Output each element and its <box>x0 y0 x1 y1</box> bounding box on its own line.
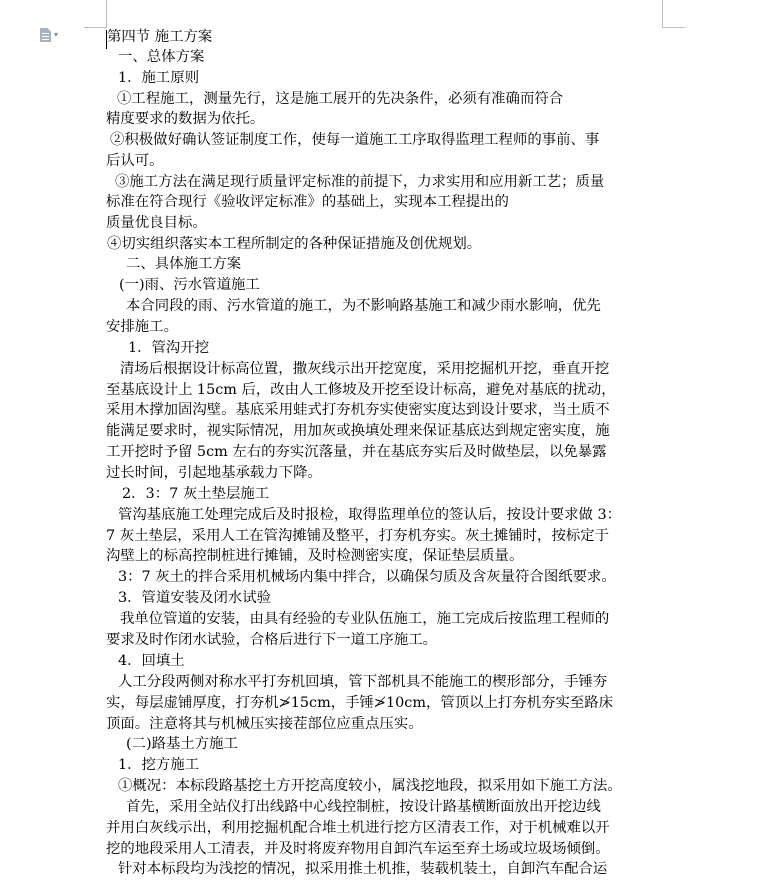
paragraph-line: 我单位管道的安装，由具有经验的专业队伍施工，施工完成后按监理工程师的 <box>120 611 610 627</box>
paragraph-line: 针对本标段均为浅挖的情况，拟采用推土机推，装载机装土，自卸汽车配合运 <box>118 861 608 877</box>
paragraph-line: ①工程施工，测量先行，这是施工展开的先决条件，必须有准确而符合 <box>117 91 564 107</box>
paragraph-line: 要求及时作闭水试验，合格后进行下一道工序施工。 <box>106 632 437 648</box>
subheading: 1．挖方施工 <box>118 757 200 773</box>
paragraph-line: ②积极做好确认签证制度工作，使每一道施工工序取得监理工程师的事前、事 <box>110 132 600 148</box>
paragraph-line: 工开挖时予留 5cm 左右的夯实沉落量，并在基底夯实后及时做垫层，以免暴露 <box>106 444 607 460</box>
subheading: 1．管沟开挖 <box>128 340 210 356</box>
heading-2: 二、具体施工方案 <box>126 256 242 272</box>
chevron-down-icon: ▾ <box>54 30 59 39</box>
paragraph-line: 本合同段的雨、污水管道的施工，为不影响路基施工和减少雨水影响，优先 <box>126 298 601 314</box>
paragraph-line: 能满足要求时，视实际情况，用加灰或换填处理来保证基底达到规定密实度，施 <box>106 423 610 439</box>
document-icon <box>40 28 51 42</box>
paragraph-line: 安排施工。 <box>106 319 178 335</box>
paragraph-line: ①概况：本标段路基挖土方开挖高度较小，属浅挖地段，拟采用如下施工方法。 <box>118 778 622 794</box>
paragraph-line: 顶面。注意将其与机械压实接茬部位应重点压实。 <box>106 716 423 732</box>
paragraph-line: 标准在符合现行《验收评定标准》的基础上，实现本工程提出的 <box>106 194 509 210</box>
paragraph-line: 清场后根据设计标高位置，撒灰线示出开挖宽度，采用挖掘机开挖，垂直开挖 <box>120 361 610 377</box>
margin-corner-top-right <box>662 0 685 28</box>
document-menu-button[interactable] <box>40 27 64 43</box>
paragraph-line: 精度要求的数据为依托。 <box>106 111 265 127</box>
heading-1: 一、总体方案 <box>118 49 205 65</box>
paragraph-line: 3：7 灰土的拌合采用机械场内集中拌合，以确保匀质及含灰量符合图纸要求。 <box>118 569 616 585</box>
paragraph-line: 采用木撑加固沟壁。基底采用蛙式打夯机夯实使密实度达到设计要求，当土质不 <box>106 402 610 418</box>
paragraph-line: 实，每层虚铺厚度，打夯机≯15cm，手锤≯10cm，管顶以上打夯机夯实至路床 <box>106 695 614 711</box>
subheading: (二)路基土方施工 <box>126 736 238 752</box>
paragraph-line: 挖的地段采用人工清表，并及时将废弃物用自卸汽车运至弃土场或垃圾场倾倒。 <box>106 841 610 857</box>
paragraph-line: 并用白灰线示出，利用挖掘机配合堆土机进行挖方区清表工作，对于机械难以开 <box>106 820 610 836</box>
section-heading: 第四节 施工方案 <box>107 29 213 45</box>
paragraph-line: 至基底设计上 15cm 后，改由人工修坡及开挖至设计标高，避免对基底的扰动， <box>106 382 616 398</box>
paragraph-line: 后认可。 <box>106 153 164 169</box>
paragraph-line: ④切实组织落实本工程所制定的各种保证措施及创优规划。 <box>107 236 482 252</box>
paragraph-line: 过长时间，引起地基承载力下降。 <box>106 465 322 481</box>
subheading: 3．管道安装及闭水试验 <box>118 590 272 606</box>
subheading: 4．回填土 <box>118 653 185 669</box>
subheading: 1．施工原则 <box>118 70 200 86</box>
paragraph-line: ③施工方法在满足现行质量评定标准的前提下，力求实用和应用新工艺；质量 <box>115 174 605 190</box>
margin-corner-top-left <box>84 0 107 28</box>
paragraph-line: 7 灰土垫层，采用人工在管沟摊铺及整平，打夯机夯实。灰土摊铺时，按标定于 <box>106 528 610 544</box>
subheading: (一)雨、污水管道施工 <box>119 277 260 293</box>
paragraph-line: 质量优良目标。 <box>106 215 207 231</box>
paragraph-line: 管沟基底施工处理完成后及时报检，取得监理单位的签认后，按设计要求做 3： <box>118 507 622 523</box>
paragraph-line: 首先，采用全站仪打出线路中心线控制桩，按设计路基横断面放出开挖边线 <box>126 799 601 815</box>
paragraph-line: 沟壁上的标高控制桩进行摊铺，及时检测密实度，保证垫层质量。 <box>106 548 524 564</box>
subheading: 2．3：7 灰土垫层施工 <box>122 486 270 502</box>
paragraph-line: 人工分段两侧对称水平打夯机回填，管下部机具不能施工的楔形部分，手锤夯 <box>118 674 608 690</box>
